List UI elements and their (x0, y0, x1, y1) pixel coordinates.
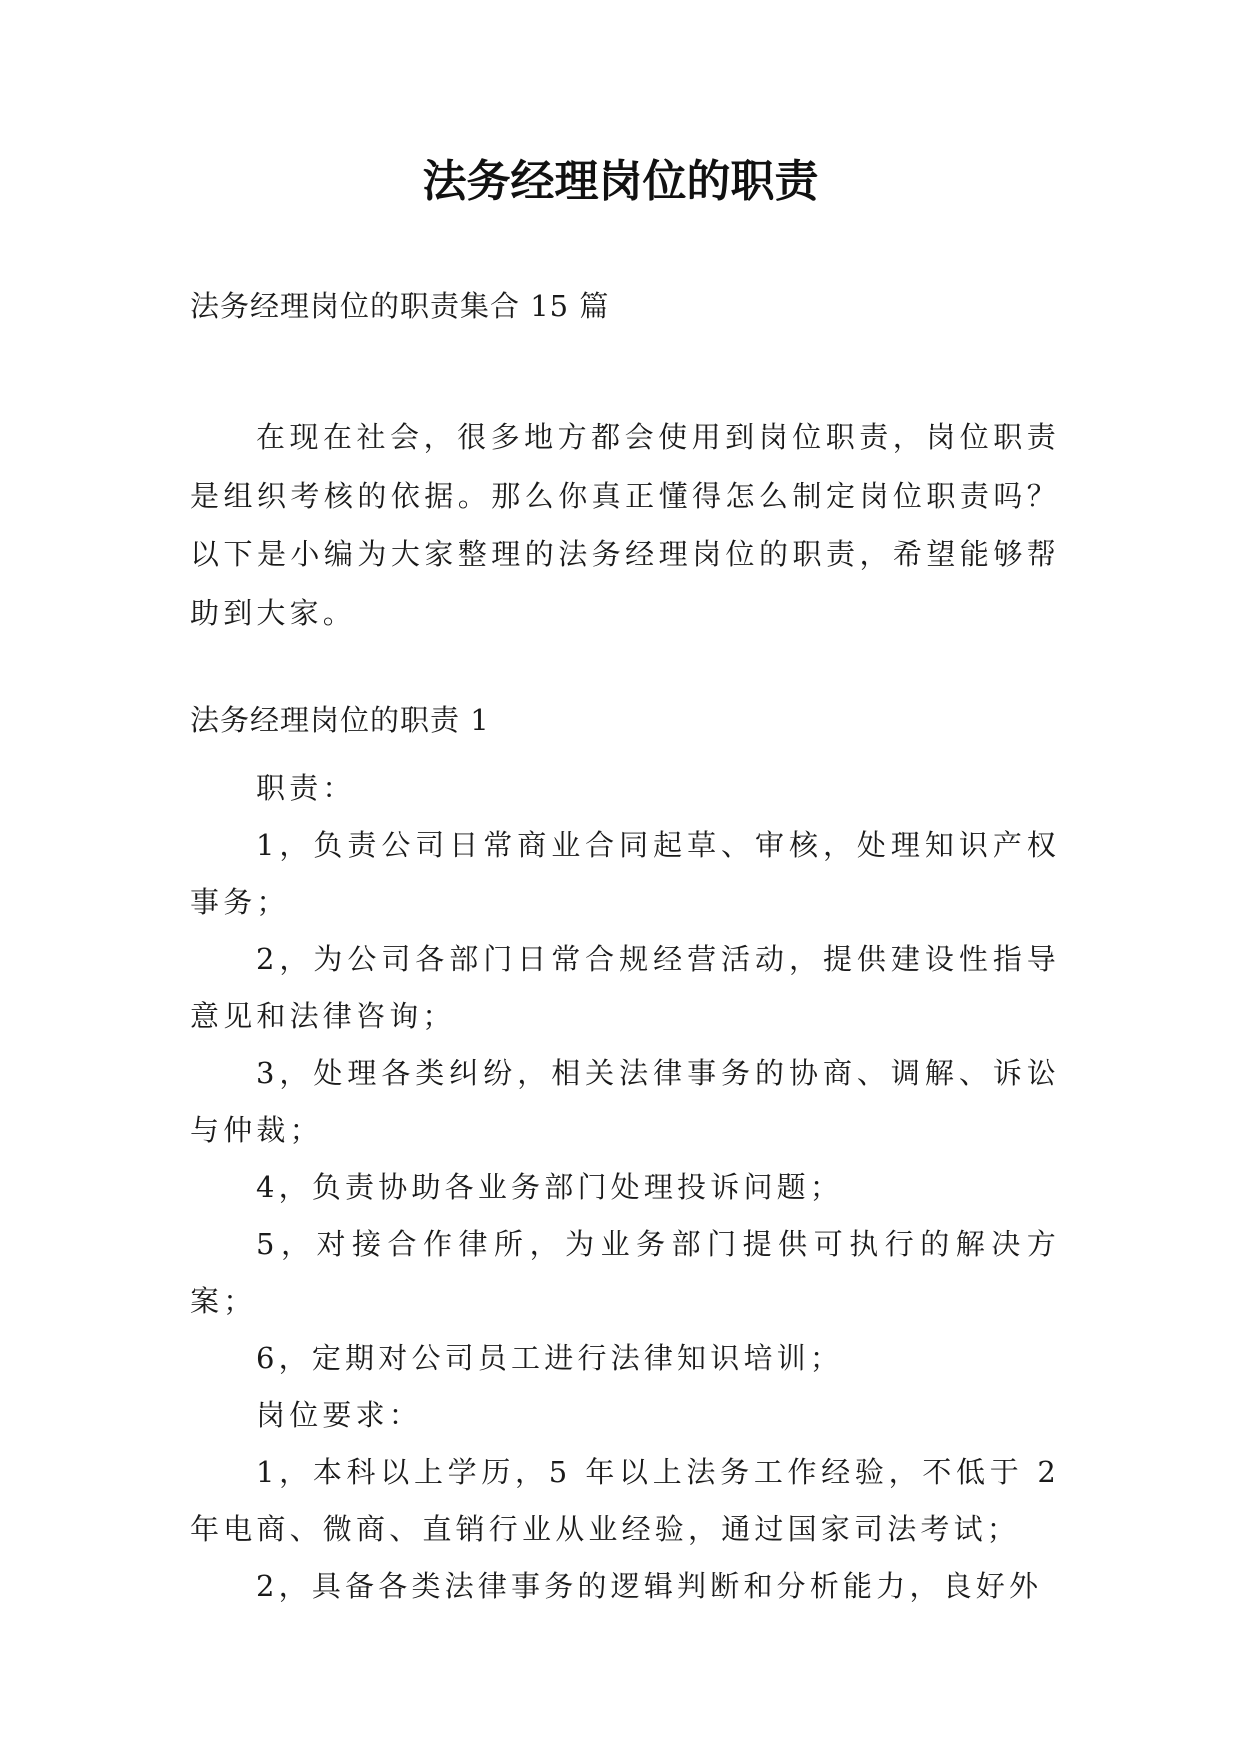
intro-paragraph: 在现在社会，很多地方都会使用到岗位职责，岗位职责是组织考核的依据。那么你真正懂得怎么制定岗位职责吗？以下是小编为大家整理的法务经理岗位的职责，希望能够帮助到大家。 (190, 420, 1060, 630)
duties-label: 职责： (256, 771, 356, 805)
requirements-label: 岗位要求： (256, 1398, 423, 1432)
duty-item: 1，负责公司日常商业合同起草、审核，处理知识产权事务； (190, 828, 1060, 919)
duty-item: 2，为公司各部门日常合规经营活动，提供建设性指导意见和法律咨询； (190, 942, 1060, 1033)
duty-item: 6，定期对公司员工进行法律知识培训； (256, 1341, 844, 1375)
duty-item: 4，负责协助各业务部门处理投诉问题； (256, 1170, 844, 1204)
section-body (190, 760, 1060, 1615)
section-heading: 法务经理岗位的职责 1 (190, 703, 490, 737)
document-subtitle: 法务经理岗位的职责集合 15 篇 (190, 289, 610, 323)
requirement-item: 1，本科以上学历，5 年以上法务工作经验，不低于 2 年电商、微商、直销行业从业经验，通过国家司法考试； (190, 1455, 1060, 1546)
requirement-item: 2，具备各类法律事务的逻辑判断和分析能力，良好外 (256, 1569, 1043, 1603)
duty-item: 3，处理各类纠纷，相关法律事务的协商、调解、诉讼与仲裁； (190, 1056, 1060, 1147)
document-title: 法务经理岗位的职责 (422, 156, 819, 207)
duty-item: 5，对接合作律所，为业务部门提供可执行的解决方案； (190, 1227, 1060, 1318)
